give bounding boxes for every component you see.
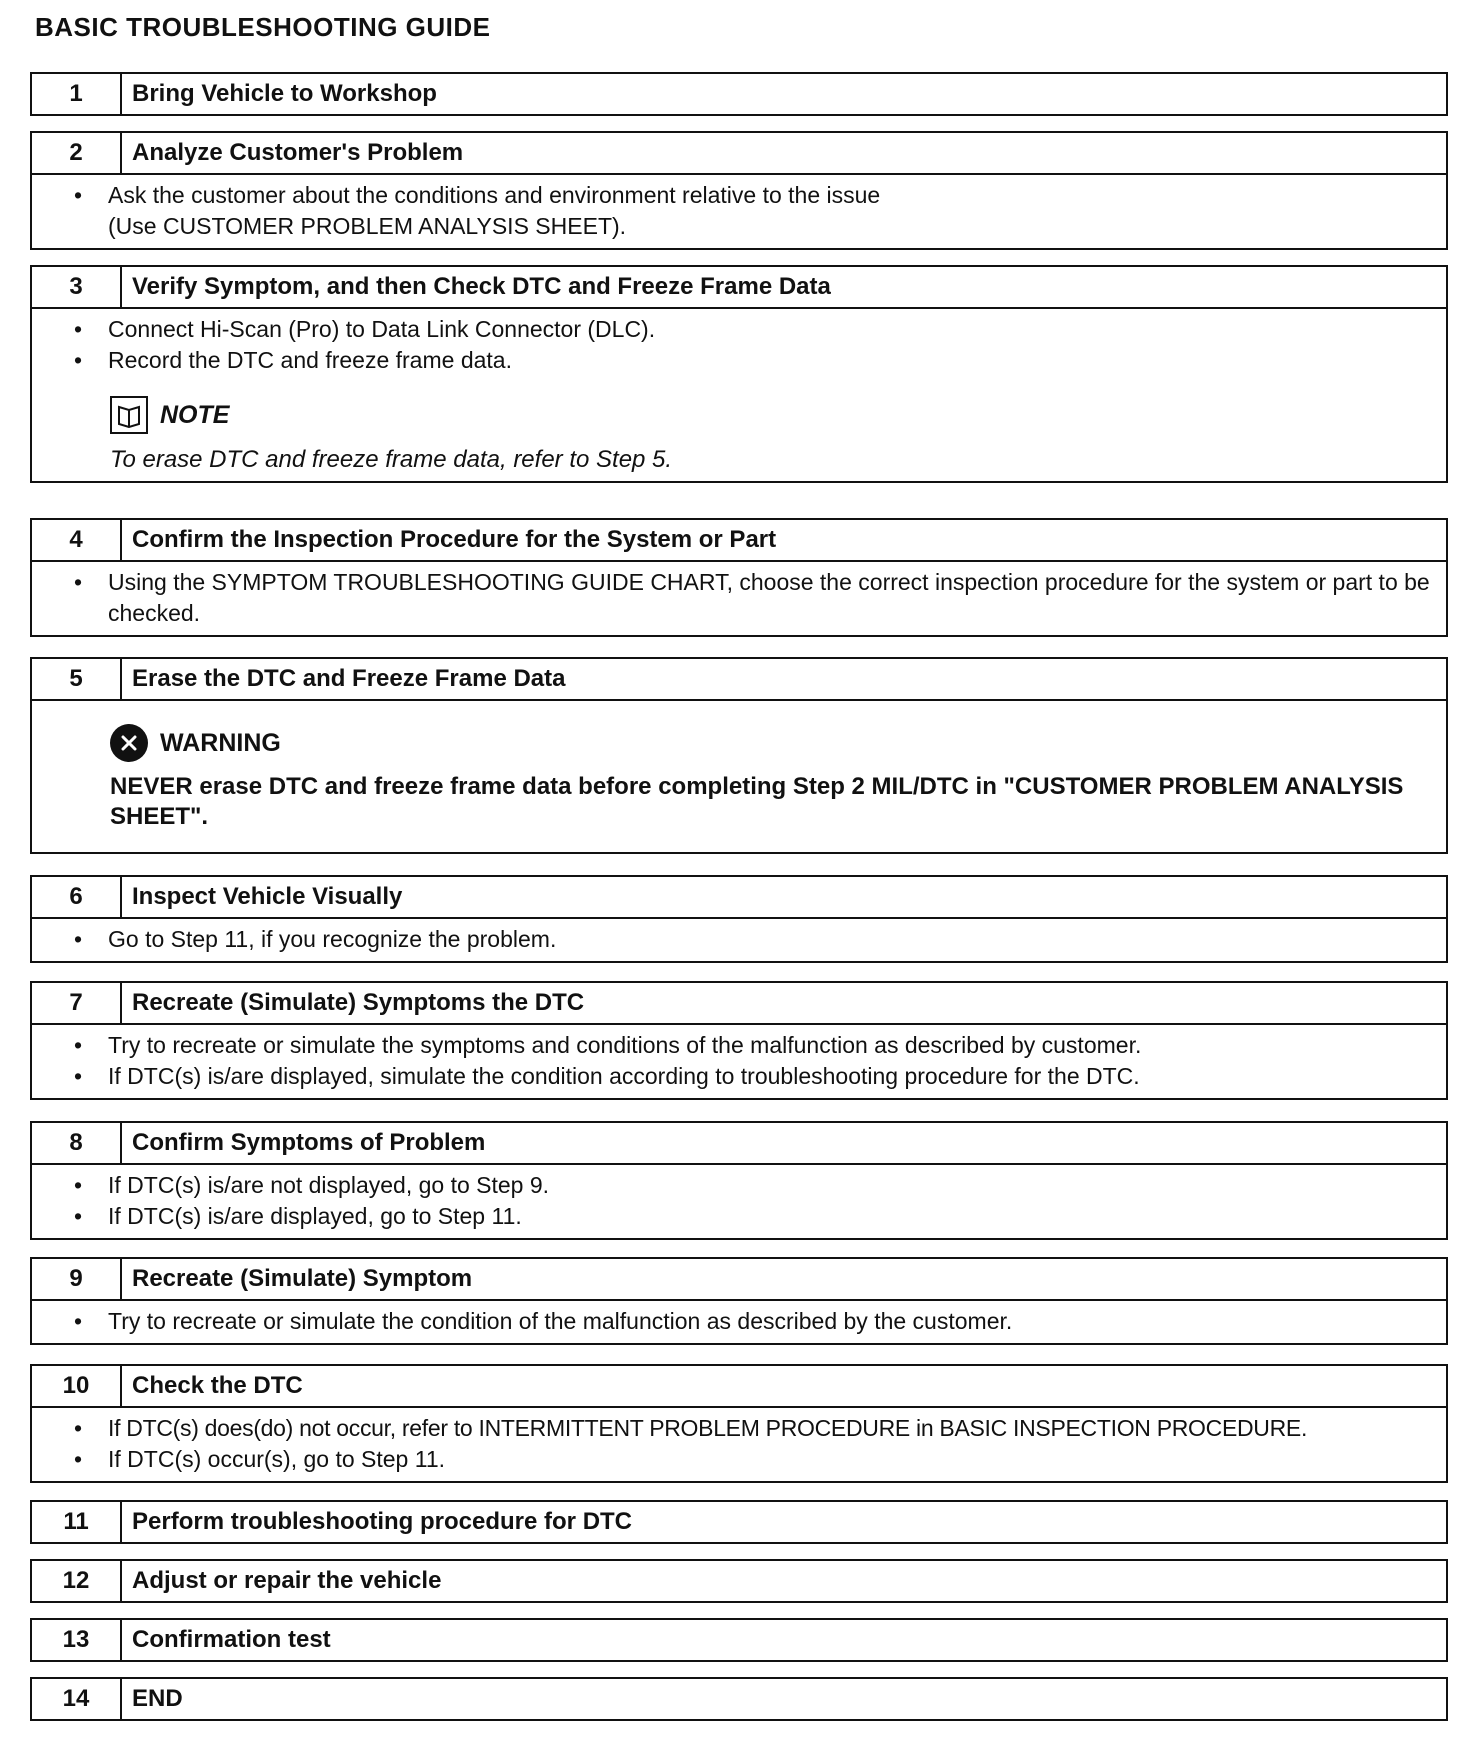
step-7 (30, 981, 1448, 1100)
step-2 (30, 131, 1448, 250)
bullet-item: • If DTC(s) occur(s), go to Step 11. (68, 1444, 1442, 1475)
step-title: Perform troubleshooting procedure for DTC (132, 1508, 633, 1535)
page-title: BASIC TROUBLESHOOTING GUIDE (35, 12, 491, 42)
step-title: Confirm Symptoms of Problem (132, 1129, 486, 1156)
step-8 (30, 1121, 1448, 1240)
note-label: NOTE (160, 400, 230, 429)
step-number: 12 (32, 1561, 122, 1601)
step-number: 1 (32, 74, 122, 114)
step-number: 14 (32, 1679, 122, 1719)
warning-x-icon (110, 724, 148, 762)
step-body (32, 1406, 1446, 1481)
warning-text: NEVER erase DTC and freeze frame data before completing Step 2 MIL/DTC in "CUSTOMER PROBLEM ANALYSIS SHEET". (110, 773, 1404, 830)
bullet-item: • Connect Hi-Scan (Pro) to Data Link Connector (DLC). (68, 314, 1434, 345)
warning-header (110, 724, 1434, 762)
bullet-item: • Ask the customer about the conditions and environment relative to the issue (Use CUSTOMER PROBLEM ANALYSIS SHEET). (68, 180, 1434, 242)
step-body (32, 560, 1446, 635)
step-6 (30, 875, 1448, 963)
bullet-item: • Try to recreate or simulate the condition of the malfunction as described by the customer. (68, 1306, 1434, 1337)
step-title: Adjust or repair the vehicle (132, 1567, 442, 1594)
step-body (32, 173, 1446, 248)
step-1 (30, 72, 1448, 116)
step-body (32, 699, 1446, 852)
step-number: 6 (32, 877, 122, 917)
step-13 (30, 1618, 1448, 1662)
step-number: 4 (32, 520, 122, 560)
step-title: Confirm the Inspection Procedure for the System or Part (132, 526, 777, 553)
bullet-item: • If DTC(s) is/are displayed, go to Step 11. (68, 1201, 1434, 1232)
bullet-item: • If DTC(s) is/are displayed, simulate the condition according to troubleshooting procedure for the DTC. (68, 1061, 1434, 1092)
step-title: Recreate (Simulate) Symptoms the DTC (132, 989, 585, 1016)
step-4 (30, 518, 1448, 637)
step-body (32, 1023, 1446, 1098)
step-title: Check the DTC (132, 1372, 303, 1399)
note-header (110, 396, 1434, 434)
step-14 (30, 1677, 1448, 1721)
step-title: Confirmation test (132, 1626, 331, 1653)
bullet-item: • Using the SYMPTOM TROUBLESHOOTING GUIDE CHART, choose the correct inspection procedure for the system or part to be checked. (68, 567, 1434, 629)
step-9 (30, 1257, 1448, 1345)
step-title: Inspect Vehicle Visually (132, 883, 403, 910)
step-title: END (132, 1685, 183, 1712)
step-number: 10 (32, 1366, 122, 1406)
step-10 (30, 1364, 1448, 1483)
step-body (32, 917, 1446, 961)
book-icon (110, 396, 148, 434)
step-11 (30, 1500, 1448, 1544)
step-12 (30, 1559, 1448, 1603)
step-number: 3 (32, 267, 122, 307)
step-number: 11 (32, 1502, 122, 1542)
step-number: 7 (32, 983, 122, 1023)
step-title: Verify Symptom, and then Check DTC and Freeze Frame Data (132, 273, 831, 300)
step-number: 8 (32, 1123, 122, 1163)
step-number: 5 (32, 659, 122, 699)
bullet-item: • Record the DTC and freeze frame data. (68, 345, 1434, 376)
bullet-item: • If DTC(s) is/are not displayed, go to Step 9. (68, 1170, 1434, 1201)
step-number: 13 (32, 1620, 122, 1660)
note-text: To erase DTC and freeze frame data, refer to Step 5. (110, 446, 673, 473)
bullet-item: • Go to Step 11, if you recognize the problem. (68, 924, 1434, 955)
step-number: 2 (32, 133, 122, 173)
step-body (32, 307, 1446, 481)
step-5 (30, 657, 1448, 854)
step-body (32, 1163, 1446, 1238)
step-title: Erase the DTC and Freeze Frame Data (132, 665, 566, 692)
step-title: Bring Vehicle to Workshop (132, 80, 437, 107)
step-3 (30, 265, 1448, 483)
warning-label: WARNING (160, 728, 281, 757)
step-title: Recreate (Simulate) Symptom (132, 1265, 473, 1292)
step-title: Analyze Customer's Problem (132, 139, 464, 166)
bullet-item: • If DTC(s) does(do) not occur, refer to INTERMITTENT PROBLEM PROCEDURE in BASIC INSPECTION PROCEDURE. (68, 1413, 1442, 1444)
step-body (32, 1299, 1446, 1343)
step-number: 9 (32, 1259, 122, 1299)
bullet-item: • Try to recreate or simulate the symptoms and conditions of the malfunction as described by customer. (68, 1030, 1434, 1061)
